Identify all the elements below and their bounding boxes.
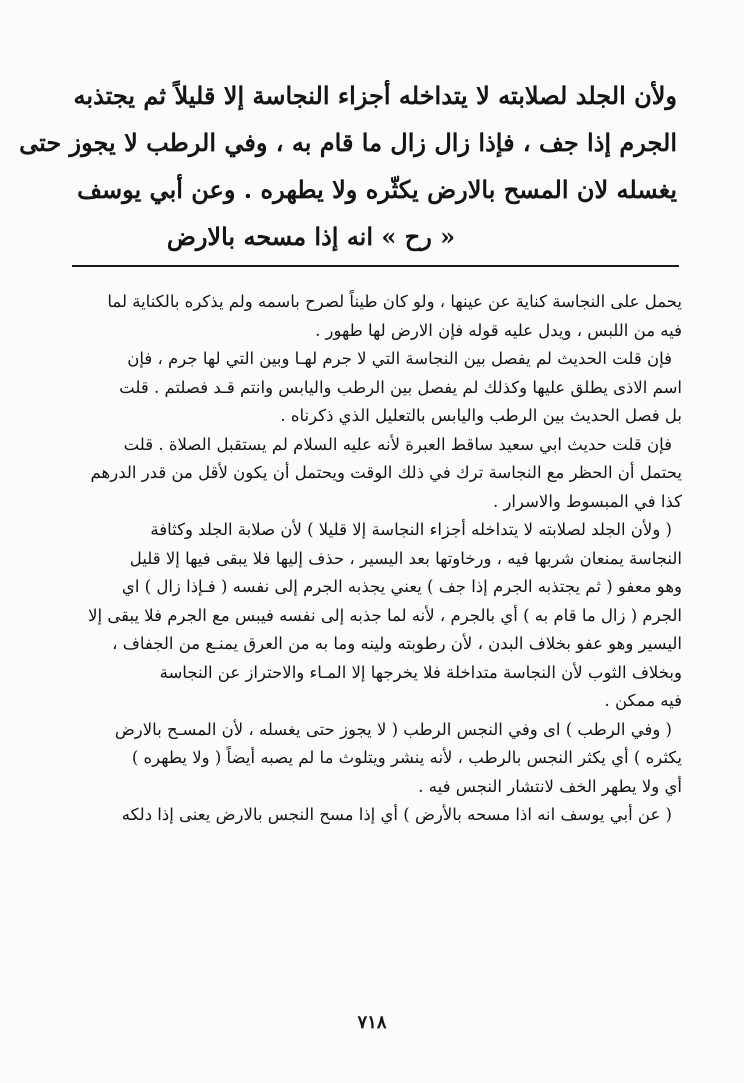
main-text-line: « رح » انه إذا مسحه بالارض: [166, 222, 456, 251]
commentary-paragraph: [62, 716, 682, 802]
commentary-block: [62, 288, 682, 830]
commentary-line: فإن قلت حديث ابي سعيد ساقط العبرة لأنه عليه السلام لم يستقبل الصلاة . قلت: [123, 434, 672, 454]
commentary-paragraph: [62, 801, 682, 830]
main-text-block: [19, 72, 677, 260]
main-text-line: ولأن الجلد لصلابته لا يتداخله أجزاء النجاسة إلا قليلاً ثم يجتذبه: [73, 81, 677, 110]
commentary-line: ( وفي الرطب ) اى وفي النجس الرطب ( لا يجوز حتى يغسله ، لأن المسـح بالارض: [114, 719, 672, 739]
commentary-line: كذا في المبسوط والاسرار .: [492, 491, 682, 511]
commentary-line: يحتمل أن الحظر مع النجاسة ترك في ذلك الوقت ويحتمل أن يكون لأقل من قدر الدرهم: [90, 463, 682, 482]
commentary-paragraph: [62, 345, 682, 431]
commentary-line: يكثره ) أي يكثر النجس بالرطب ، لأنه ينشر ويتلوث ما لم يصبه أيضاً ( ولا يطهره ): [131, 748, 682, 767]
commentary-line: وهو معفو ( ثم يجتذبه الجرم إذا جف ) يعني يجذبه الجرم إلى نفسه ( فـإذا زال ) اي: [121, 577, 682, 596]
commentary-line: اليسير وهو عفو بخلاف البدن ، لأن رطوبته ولينه وما به من العرق يمنـع من الجفاف ،: [112, 634, 682, 653]
main-text-line: الجرم إذا جف ، فإذا زال زال ما قام به ، وفي الرطب لا يجوز حتى: [19, 128, 677, 157]
commentary-line: يحمل على النجاسة كناية عن عينها ، ولو كان طيناً لصرح باسمه ولم يذكره بالكناية لما: [107, 292, 682, 311]
commentary-line: ( عن أبي يوسف انه اذا مسحه بالأرض ) أي إذا مسح النجس بالارض يعنى إذا دلكه: [121, 805, 672, 824]
commentary-line: ( ولأن الجلد لصلابته لا يتداخله أجزاء النجاسة إلا قليلا ) لأن صلابة الجلد وكثافة: [150, 520, 672, 539]
commentary-line: بل فصل الحديث بين الرطب واليابس بالتعليل الذي ذكرناه .: [280, 406, 682, 425]
commentary-paragraph: [62, 288, 682, 345]
main-text-line: يغسله لان المسح بالارض يكثّره ولا يطهره . وعن أبي يوسف: [77, 175, 677, 204]
commentary-line: وبخلاف الثوب لأن النجاسة متداخلة فلا يخرجها إلا المـاء والاحتراز عن النجاسة: [159, 662, 682, 682]
commentary-line: اسم الاذى يطلق عليها وكذلك لم يفصل بين الرطب واليابس وانتم قـد فصلتم . قلت: [119, 377, 682, 397]
commentary-line: أي ولا يطهر الخف لانتشار النجس فيه .: [418, 776, 682, 796]
commentary-line: الجرم ( زال ما قام به ) أي بالجرم ، لأنه لما جذبه إلى نفسه فيبس مع الجرم فلا يبقى إلا: [88, 605, 682, 625]
commentary-line: فيه من اللبس ، ويدل عليه قوله فإن الارض لها طهور .: [315, 320, 682, 340]
separator-rule: [72, 265, 679, 267]
page-number: ٧١٨: [357, 1012, 387, 1033]
commentary-paragraph: [62, 516, 682, 716]
commentary-paragraph: [62, 431, 682, 517]
commentary-line: فيه ممكن .: [604, 691, 682, 710]
commentary-line: النجاسة يمنعان شربها فيه ، ورخاوتها بعد اليسير ، حذف إليها فلا يبقى فيها إلا قليل: [129, 548, 682, 568]
commentary-line: فإن قلت الحديث لم يفصل بين النجاسة التي لا جرم لهـا وبين التي لها جرم ، فإن: [127, 349, 672, 368]
